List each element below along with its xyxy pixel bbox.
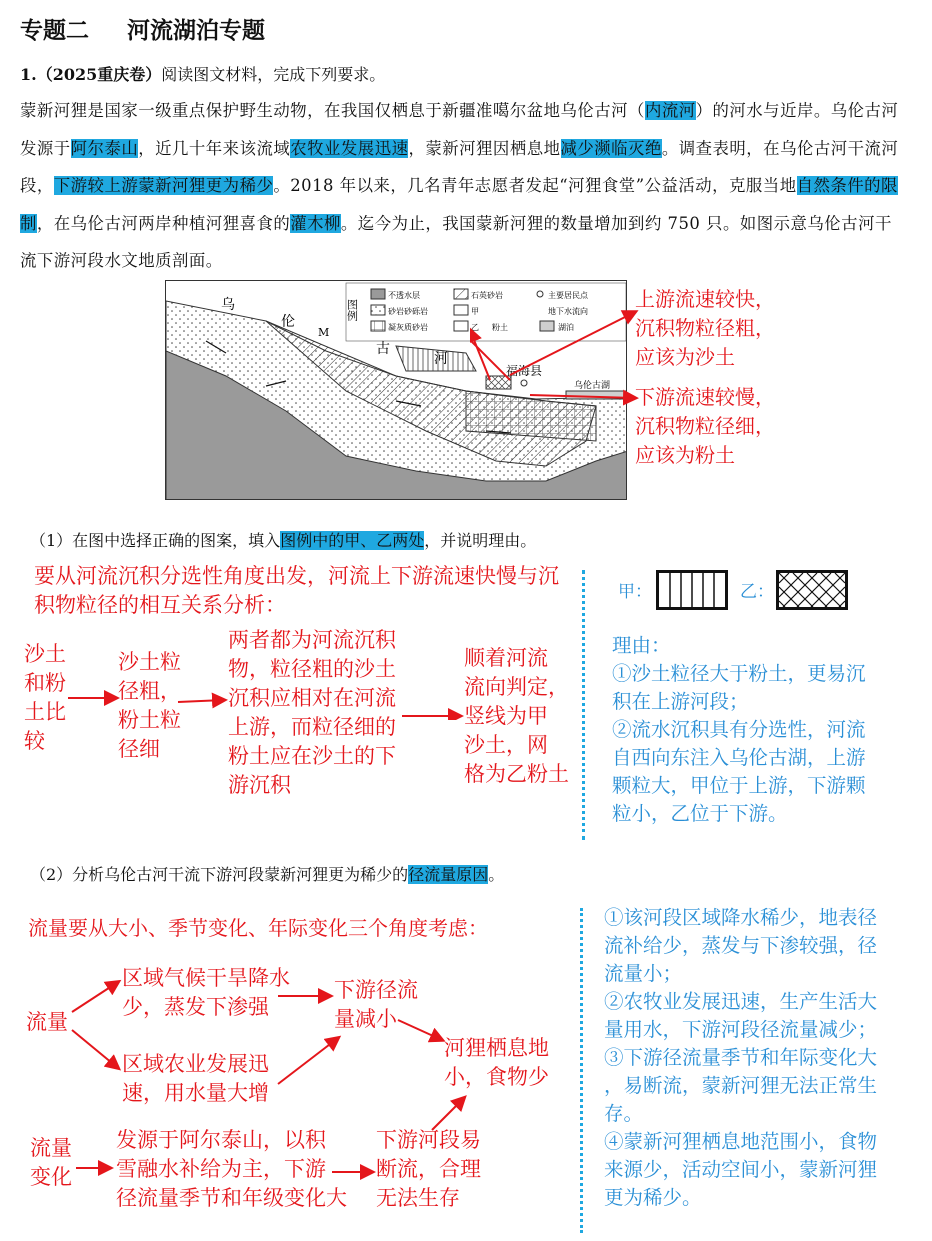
reason-title: 理由：	[612, 634, 671, 657]
flow-line: 和粉	[24, 671, 66, 695]
flow-line: 沙土	[24, 642, 66, 666]
q2-intro: 流量要从大小、季节变化、年际变化三个角度考虑：	[28, 916, 488, 940]
yi-label: 乙：	[740, 582, 774, 602]
flow-line: 径粗，	[118, 679, 181, 703]
flow-line: 上游，而粒径细的	[228, 715, 396, 739]
flow-line: 区域气候干旱降水	[122, 966, 290, 990]
legend-item: 砂岩砂砾岩	[388, 307, 428, 316]
jia-label: 甲：	[618, 582, 652, 602]
answer-line: ①该河段区域降水稀少，地表径	[604, 906, 878, 929]
label-lake: 乌伦古湖	[574, 381, 611, 391]
vertical-lines-pattern	[656, 570, 728, 610]
q2-text: 。	[488, 865, 505, 884]
reason-line: ①沙土粒径大于粉土，更易沉	[612, 662, 866, 685]
material-text: ）的河水与近岸。乌伦古河发源于	[20, 101, 899, 158]
highlight-downstream: 下游较上游蒙新河狸更为稀少	[53, 176, 274, 195]
q2-liuliang: 流量	[26, 1010, 68, 1034]
intro-line: 积物粒径的相互关系分析：	[34, 593, 286, 617]
q2-prompt	[30, 862, 504, 885]
material-text: ，在乌伦古河两岸种植河狸喜食的	[36, 213, 291, 233]
reason-line: 积在上游河段；	[612, 690, 749, 713]
answer-line: 来源少，活动空间小，蒙新河狸	[604, 1158, 878, 1181]
q2-text: （2）分析乌伦古河干流下游河段蒙新河狸更为稀少的	[30, 865, 409, 884]
label-lun: 伦	[281, 314, 295, 330]
legend-item: 甲	[471, 307, 479, 316]
legend-item: 凝灰质砂岩	[388, 323, 428, 332]
highlight-inland-river: 内流河	[644, 101, 696, 120]
question-source: （2025重庆卷）	[36, 65, 162, 84]
answer-line: 量用水，下游河段径流量减少；	[604, 1018, 878, 1041]
note-line: 应该为沙土	[635, 345, 735, 369]
yi-pattern	[776, 570, 848, 614]
q1-reason	[612, 632, 866, 828]
flow-line: 流量	[30, 1136, 72, 1160]
q2-answers	[604, 904, 877, 1212]
note-line: 沉积物粒径粗，	[635, 316, 775, 340]
highlight-altai: 阿尔泰山	[70, 138, 139, 158]
highlight-willow: 灌木柳	[290, 213, 341, 233]
highlight-extinction: 减少濒临灭绝	[560, 138, 662, 158]
flow-line: 河狸栖息地	[444, 1036, 549, 1060]
flow-line: 两者都为河流沉积	[228, 628, 396, 652]
flow-line: 顺着河流	[464, 646, 548, 670]
q1-divider	[582, 570, 585, 840]
flow-line: 沉积应相对在河流	[228, 686, 396, 710]
q1-intro	[34, 562, 559, 620]
q1-prompt	[30, 528, 536, 551]
legend-item: 地下水流向	[548, 307, 588, 316]
answer-line: ④蒙新河狸栖息地范围小，食物	[604, 1130, 878, 1153]
q1-text: ，并说明理由。	[424, 531, 537, 550]
q2-divider	[580, 908, 583, 1233]
material-text: ，蒙新河狸因栖息地	[408, 138, 561, 158]
note-line: 沉积物粒径细，	[635, 414, 775, 438]
flow-line: 粉土粒	[118, 708, 181, 732]
legend-item: 乙	[471, 323, 479, 332]
material-paragraph	[20, 92, 900, 280]
flow-line: 变化	[30, 1165, 72, 1189]
material-text: 。2018 年以来，几名青年志愿者发起“河狸食堂”公益活动，克服当地	[273, 176, 797, 195]
legend-item: 石英砂岩	[471, 291, 503, 300]
flow-line: 下游河段易	[376, 1128, 481, 1152]
note-line: 下游流速较慢，	[635, 385, 775, 409]
reason-line: ②流水沉积具有分选性，河流	[612, 718, 866, 741]
flow-line: 发源于阿尔泰山，以积	[116, 1128, 326, 1152]
flow-line: 速，用水量大增	[122, 1081, 269, 1105]
material-text: 蒙新河狸是国家一级重点保护野生动物，在我国仅栖息于新疆准噶尔盆地乌伦古河（	[20, 101, 645, 120]
reason-line: 颗粒大，甲位于上游，下游颗	[612, 774, 866, 797]
answer-line: 更为稀少。	[604, 1186, 702, 1209]
flow-line: 沙土，网	[464, 733, 548, 757]
note-downstream	[635, 383, 775, 470]
question-line	[20, 62, 385, 85]
question-number: 1.	[20, 65, 37, 84]
answer-line: 流量小；	[604, 962, 683, 985]
q1-text: （1）在图中选择正确的图案，填入	[30, 531, 281, 550]
title-right: 河流湖泊专题	[127, 17, 265, 44]
crosshatch-pattern	[776, 570, 848, 610]
flow-line: 较	[24, 729, 45, 753]
flow-line: 沙土粒	[118, 650, 181, 674]
flow-line: 物，粒径粗的沙土	[228, 657, 396, 681]
legend-item: 主要居民点	[548, 291, 588, 300]
highlight-agri: 农牧业发展迅速	[290, 138, 409, 158]
flow-line: 竖线为甲	[464, 704, 548, 728]
flow-line: 游沉积	[228, 773, 291, 797]
legend-item: 湖泊	[558, 323, 574, 332]
note-upstream	[635, 285, 775, 372]
question-prompt: 阅读图文材料，完成下列要求。	[161, 65, 386, 84]
flow-line: 下游径流	[334, 978, 418, 1002]
title-left: 专题二	[20, 17, 89, 44]
flow-line: 流向判定，	[464, 675, 569, 699]
figure-annotation-arrows	[470, 280, 640, 470]
label-fuhai: 福海县	[506, 364, 543, 378]
flow-line: 土比	[24, 700, 66, 724]
q1-flow-arrows	[60, 680, 470, 720]
intro-line: 要从河流沉积分选性角度出发，河流上下游流速快慢与沉	[34, 564, 559, 588]
flow-line: 少，蒸发下渗强	[122, 995, 269, 1019]
jia-pattern	[656, 570, 728, 614]
flow-line: 雪融水补给为主，下游	[116, 1157, 326, 1181]
label-gu: 古	[376, 341, 390, 357]
flow-line: 格为乙粉土	[464, 762, 569, 786]
answer-line: ③下游径流量季节和年际变化大	[604, 1046, 878, 1069]
legend-item: 不透水层	[388, 291, 420, 300]
label-m: M	[318, 326, 330, 339]
flow-line: 区域农业发展迅	[122, 1052, 269, 1076]
flow-line: 小，食物少	[444, 1065, 549, 1089]
note-line: 应该为粉土	[635, 443, 735, 467]
reason-line: 自西向东注入乌伦古湖，上游	[612, 746, 866, 769]
label-he: 河	[434, 351, 448, 367]
q2-highlight: 径流量原因	[408, 865, 489, 884]
answer-line: 流补给少，蒸发与下渗较强，径	[604, 934, 878, 957]
q1-flow-box-4	[464, 644, 569, 789]
reason-line: 粒小，乙位于下游。	[612, 802, 788, 825]
figure-legend-title: 图例	[345, 299, 359, 321]
legend-item: 粉土	[492, 323, 508, 332]
answer-line: ，易断流，蒙新河狸无法正常生	[604, 1074, 878, 1097]
flow-line: 断流，合理	[376, 1157, 481, 1181]
highlight-natural-limit: 自然条件的限制	[20, 176, 898, 233]
material-text: ，近几十年来该流域	[138, 138, 291, 158]
material-text: 。调查表明，在乌伦古河干流河段，	[20, 138, 899, 195]
answer-line: 存。	[604, 1102, 644, 1125]
label-wu: 乌	[221, 297, 235, 313]
flow-line: 径流量季节和年级变化大	[116, 1186, 347, 1210]
q1-highlight: 图例中的甲、乙两处	[280, 531, 425, 550]
answer-line: ②农牧业发展迅速，生产生活大	[604, 990, 878, 1013]
flow-line: 量减小	[334, 1007, 397, 1031]
note-line: 上游流速较快，	[635, 287, 775, 311]
flow-line: 无法生存	[376, 1186, 460, 1210]
flow-line: 径细	[118, 737, 160, 761]
flow-line: 粉土应在沙土的下	[228, 744, 396, 768]
material-text: 。迄今为止，我国蒙新河狸的数量增加到约 750 只。如图示意乌伦古河干流下游河段水文地质剖面。	[20, 213, 892, 270]
page-title	[20, 12, 265, 45]
q2-flow-arrows	[60, 960, 490, 1190]
